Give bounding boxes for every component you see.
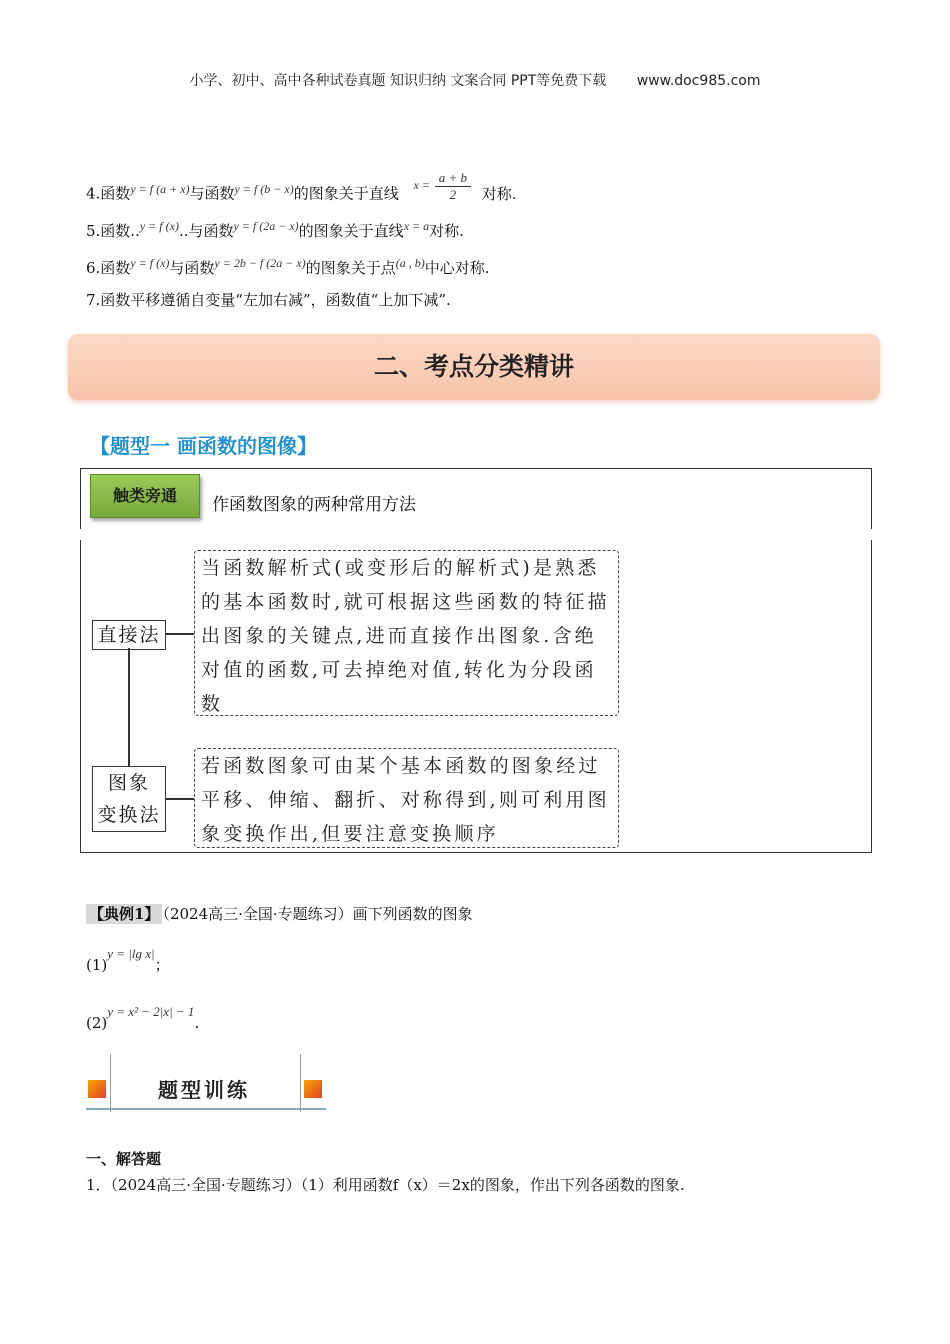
- question-1: 1．（2024高三·全国·专题练习）（1）利用函数f（x）＝2x的图象，作出下列各函数的图象.: [86, 1176, 685, 1194]
- orange-square-icon: [304, 1080, 322, 1098]
- divider: [86, 1108, 326, 1110]
- divider: [300, 1054, 301, 1112]
- example-item-2: (2)y = x² − 2|x| − 1.: [86, 1004, 200, 1032]
- formula: y = |lg x|: [107, 946, 155, 961]
- header-site[interactable]: www.doc985.com: [636, 73, 761, 89]
- property-4: 4.函数$^{y = f (a + x)}$与函数$^{y = f (b - x)}$的图象关于直线 $^{x =}$ $\frac{a + b}{2}$ 对称.: [86, 170, 517, 203]
- method-badge: 触类旁通: [90, 474, 200, 518]
- property-6: 6.函数$^{y = f (x)}$与函数$^{y = 2b - f (2a - x)}$的图象关于点$^{(a , b)}$中心对称.: [86, 256, 490, 277]
- formula: y = f (a + x): [130, 181, 190, 196]
- example-item-1: (1)y = |lg x|；: [86, 946, 170, 974]
- formula: y = f (b − x): [234, 181, 294, 196]
- page-header: [0, 70, 950, 90]
- fraction: $\frac{a + b}{2}$: [435, 170, 471, 203]
- connector-line: [128, 648, 130, 766]
- training-title: 题型训练: [158, 1078, 250, 1102]
- header-text: 小学、初中、高中各种试卷真题 知识归纳 文案合同 PPT等免费下载: [189, 73, 607, 89]
- section-title: 二、考点分类精讲: [68, 334, 880, 400]
- example-heading: 【典例1】 （2024高三·全国·专题练习）画下列函数的图象: [86, 903, 473, 924]
- formula: y = x² − 2|x| − 1: [107, 1004, 195, 1019]
- connector-line: [166, 633, 194, 635]
- direct-method-desc: 当函数解析式(或变形后的解析式)是熟悉的基本函数时,就可根据这些函数的特征描出图象的关键点,进而直接作出图象.含绝对值的函数,可去掉绝对值,转化为分段函数: [194, 550, 619, 716]
- method-heading: 作函数图象的两种常用方法: [212, 495, 416, 515]
- formula: y = f (2a − x): [233, 219, 299, 233]
- type-title: 【题型一 画函数的图像】: [90, 434, 317, 458]
- direct-method-label: 直接法: [92, 620, 166, 650]
- formula: (a , b): [395, 256, 425, 270]
- property-5: 5.函数..$^{y = f (x)}$..与函数$^{y = f (2a - x)}$的图象关于直线$^{x = a}$对称.: [86, 219, 464, 240]
- property-7: 7.函数平移遵循自变量“左加右减”，函数值“上加下减”.: [86, 291, 451, 309]
- training-banner: [86, 1054, 326, 1112]
- formula: x = a: [403, 219, 430, 233]
- formula: y = f (x): [130, 256, 170, 270]
- transform-method-label: 图象 变换法: [92, 766, 166, 832]
- sub-heading: 一、解答题: [86, 1150, 162, 1168]
- example-tag: 【典例1】: [86, 904, 162, 924]
- transform-method-desc: 若函数图象可由某个基本函数的图象经过平移、伸缩、翻折、对称得到,则可利用图象变换作出,但要注意变换顺序: [194, 748, 619, 848]
- connector-line: [166, 798, 194, 800]
- formula: y = f (x): [139, 219, 179, 233]
- orange-square-icon: [88, 1080, 106, 1098]
- formula: y = 2b − f (2a − x): [214, 256, 306, 270]
- divider: [110, 1054, 111, 1112]
- formula: x =: [413, 177, 430, 192]
